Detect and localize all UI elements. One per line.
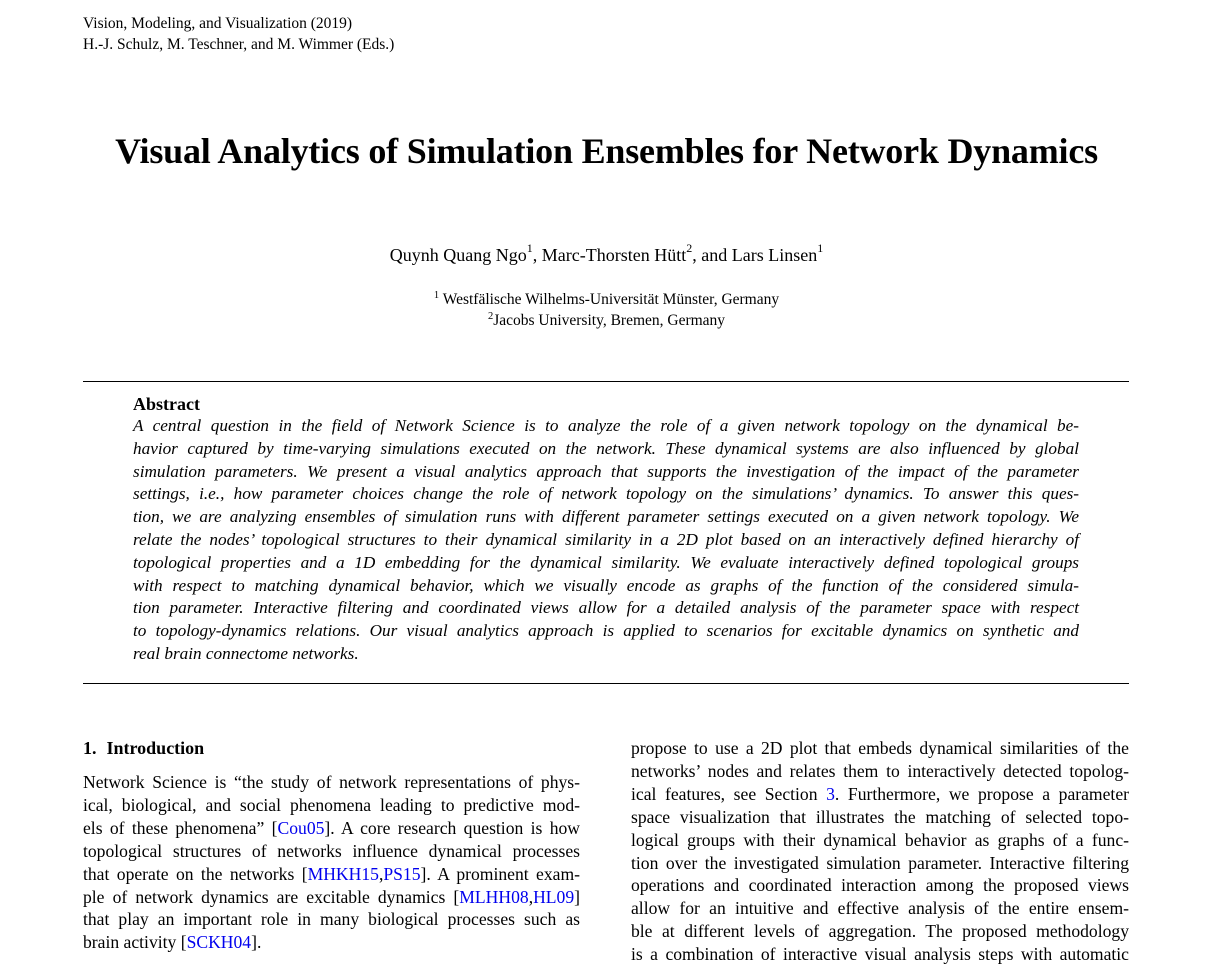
author-affil-mark: 1 bbox=[817, 241, 824, 255]
abstract-line: topological properties and a 1D embedding for the dynamical similarity. We evaluate interactively defined topological groups bbox=[133, 552, 1079, 572]
abstract-block bbox=[133, 393, 1079, 666]
section-title: Introduction bbox=[106, 738, 205, 758]
body-line: ical, biological, and social phenomena leading to predictive mod- bbox=[83, 794, 580, 815]
author-name: Quynh Quang Ngo bbox=[389, 245, 527, 265]
abstract-line: A central question in the field of Network Science is to analyze the role of a given network topology on the dynamical be- bbox=[133, 416, 1079, 435]
body-line: els of these phenomena” [Cou05]. A core research question is how bbox=[83, 817, 581, 838]
citation-link[interactable]: PS15 bbox=[383, 863, 421, 884]
editors-line: H.-J. Schulz, M. Teschner, and M. Wimmer (Eds.) bbox=[83, 36, 395, 53]
abstract-text bbox=[133, 415, 1079, 666]
abstract-line: real brain connectome networks. bbox=[133, 643, 359, 663]
author-name: , and Lars Linsen bbox=[692, 245, 818, 265]
abstract-line: with respect to matching dynamical behavior, which we visually encode as graphs of the function of the considered simula- bbox=[133, 575, 1079, 595]
body-line: networks’ nodes and relates them to interactively detected topolog- bbox=[631, 760, 1129, 781]
body-line: Network Science is “the study of network representations of phys- bbox=[83, 772, 580, 792]
body-line: logical groups with their dynamical behavior as graphs of a func- bbox=[631, 829, 1129, 850]
affil-mark: 1 bbox=[433, 290, 440, 301]
top-rule bbox=[83, 381, 1129, 382]
abstract-heading: Abstract bbox=[133, 394, 200, 414]
abstract-line: relate the nodes’ topological structures to their dynamical similarity in a 2D plot based on an interactively defined hierarchy of bbox=[133, 529, 1079, 549]
body-line: operations and coordinated interaction among the proposed views bbox=[631, 875, 1129, 896]
abstract-line: tion, we are analyzing ensembles of simulation runs with different parameter settings executed on a given network topology. We bbox=[133, 507, 1079, 527]
body-line: topological structures of networks influence dynamical processes bbox=[83, 840, 580, 861]
venue-header bbox=[83, 13, 394, 55]
section-heading bbox=[83, 737, 580, 759]
paper-title: Visual Analytics of Simulation Ensembles for Network Dynamics bbox=[115, 131, 1098, 171]
section-number: 1. bbox=[83, 738, 97, 758]
affil-mark: 2 bbox=[487, 311, 494, 322]
body-line: ple of network dynamics are excitable dynamics [MLHH08,HL09] bbox=[83, 886, 580, 907]
abstract-line: simulation parameters. We present a visual analytics approach that supports the investigation of the impact of the parameter bbox=[133, 461, 1079, 481]
author-name: , Marc-Thorsten Hütt bbox=[532, 245, 687, 265]
right-column bbox=[631, 737, 1129, 966]
bottom-rule bbox=[83, 683, 1129, 684]
body-line: ical features, see Section 3. Furthermore, we propose a parameter bbox=[631, 783, 1129, 804]
body-line: space visualization that illustrates the matching of selected topo- bbox=[631, 806, 1129, 827]
author-affil-mark: 1 bbox=[526, 241, 533, 255]
abstract-line: settings, i.e., how parameter choices change the role of network topology on the simulations’ dynamics. To answer this ques- bbox=[133, 484, 1079, 504]
body-line: that play an important role in many biological processes such as bbox=[83, 909, 580, 930]
affil-text: Westfälische Wilhelms-Universität Münster, Germany bbox=[439, 291, 780, 308]
affil-text: Jacobs University, Bremen, Germany bbox=[493, 312, 726, 329]
abstract-line: tion parameter. Interactive filtering and coordinated views allow for a detailed analysis of the parameter space with respect bbox=[133, 598, 1079, 618]
body-line: ble at different levels of aggregation. The proposed methodology bbox=[631, 921, 1129, 942]
citation-link[interactable]: HL09 bbox=[533, 886, 575, 907]
citation-link[interactable]: MHKH15 bbox=[307, 863, 379, 884]
abstract-line: to topology-dynamics relations. Our visual analytics approach is applied to scenarios for excitable dynamics on synthetic and bbox=[133, 621, 1079, 641]
left-column bbox=[83, 737, 580, 954]
body-line: allow for an intuitive and effective analysis of the entire ensem- bbox=[631, 898, 1129, 919]
affiliation-2 bbox=[0, 310, 1213, 331]
author-affil-mark: 2 bbox=[686, 241, 693, 255]
section-ref-link[interactable]: 3 bbox=[826, 783, 835, 804]
affiliations bbox=[0, 289, 1213, 331]
citation-link[interactable]: SCKH04 bbox=[186, 932, 252, 953]
abstract-line: havior captured by time-varying simulations executed on the network. These dynamical systems are also influenced by global bbox=[133, 438, 1079, 458]
citation-link[interactable]: Cou05 bbox=[277, 817, 325, 838]
citation-link[interactable]: MLHH08 bbox=[459, 886, 529, 907]
author-list bbox=[0, 241, 1213, 266]
body-line: brain activity [SCKH04]. bbox=[83, 932, 262, 953]
body-line: tion over the investigated simulation parameter. Interactive filtering bbox=[631, 852, 1129, 873]
affiliation-1 bbox=[0, 289, 1213, 310]
body-line: is a combination of interactive visual analysis steps with automatic bbox=[631, 944, 1129, 965]
venue-line: Vision, Modeling, and Visualization (2019) bbox=[83, 15, 353, 32]
body-line: that operate on the networks [MHKH15,PS15]. A prominent exam- bbox=[83, 863, 580, 884]
body-line: propose to use a 2D plot that embeds dynamical similarities of the bbox=[631, 738, 1129, 758]
